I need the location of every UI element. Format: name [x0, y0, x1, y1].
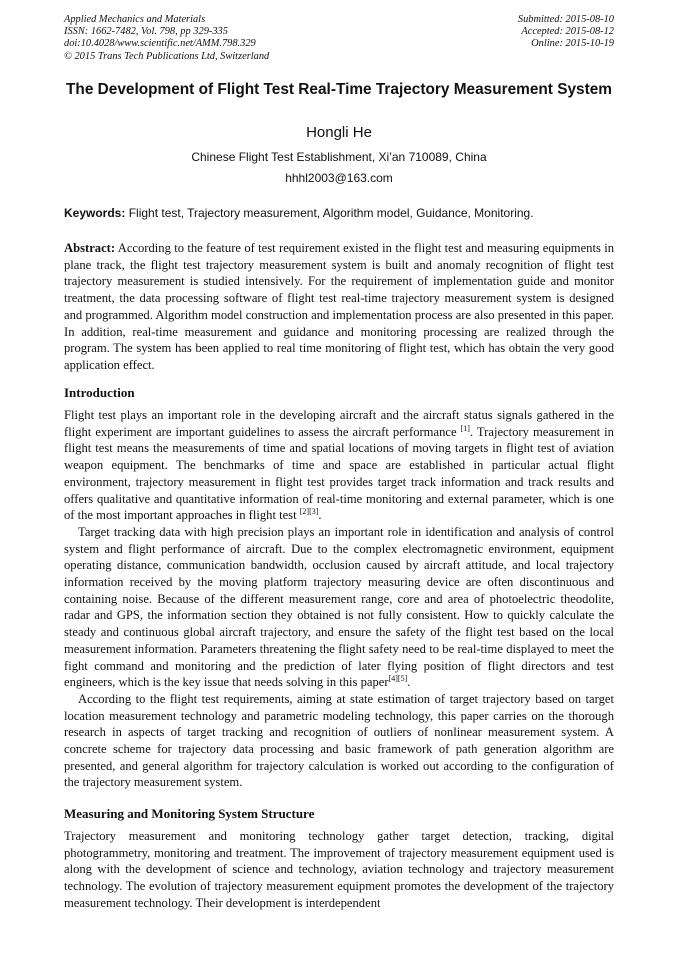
- author-name: Hongli He: [306, 124, 372, 141]
- intro-paragraph-2: Target tracking data with high precision plays an important role in identification and analysis of control system and flight performance of aircraft. Due to the complex electromagnetic environment, equipment operating distance, communication bandwidth, occlusion caused by aircraft attitude, and local trajectory information received by the moving platform trajectory measuring device are often discontinuous and containing noise. Because of the different measurement range, core and area of photoelectric theodolite, radar and GPS, the information section they obtained is not fully consistent. How to quickly calculate the steady and continuous global aircraft trajectory, and ensure the safety of the flight test based on the local measurement information. Parameters threatening the flight safety need to be real-time displayed to meet the fight command and monitoring and the prediction of later flying position of flight directors and test engineers, which is the key issue that needs solving in this paper[4][5].: [64, 524, 614, 690]
- introduction-heading: Introduction: [64, 385, 135, 400]
- keywords: [64, 206, 614, 220]
- intro-paragraph-3: According to the flight test requirements, aiming at state estimation of target trajectory based on target location measurement technology and parametric modeling technology, this paper carries on the thorough research in aspects of target tracking and recognition of outliers of nonlinear measurement system. A concrete scheme for trajectory data processing and basic framework of path generation algorithm are presented, and general algorithm for trajectory calculation is worked out according to the configuration of the trajectory measurement system.: [64, 691, 614, 790]
- paper-title: The Development of Flight Test Real-Time Trajectory Measurement System: [66, 81, 612, 98]
- keywords-text: Flight test, Trajectory measurement, Algorithm model, Guidance, Monitoring.: [128, 206, 534, 220]
- journal-name: Applied Mechanics and Materials: [64, 14, 206, 25]
- citation: [2][3]: [299, 507, 319, 517]
- introduction-body: [64, 407, 614, 791]
- online-date: Online: 2015-10-19: [531, 38, 614, 50]
- author-affiliation: Chinese Flight Test Establishment, Xi’an 710089, China: [191, 150, 487, 164]
- journal-header: [64, 14, 269, 63]
- journal-copyright: © 2015 Trans Tech Publications Ltd, Switzerland: [64, 50, 270, 62]
- citation: [4][5]: [388, 674, 408, 684]
- journal-doi: doi:10.4028/www.scientific.net/AMM.798.329: [64, 38, 256, 50]
- abstract-label: Abstract:: [64, 241, 116, 255]
- measuring-section-heading: Measuring and Monitoring System Structure: [64, 806, 315, 821]
- citation: [1]: [460, 423, 470, 433]
- intro-paragraph-1: Flight test plays an important role in the developing aircraft and the aircraft status signals gathered in the flight experiment are important guidelines to assess the aircraft performance [1]. Trajectory measurement in flight test means the measurements of time and spatial locations of moving targets in flight test of aviation weapon equipment. The benchmarks of time and space are established in particular actual flight environment, trajectory measurement in flight test provides target track information and track results and offers qualitative and quantitative information of real-time monitoring and external parameter, which is one of the most important approaches in flight test [2][3].: [64, 408, 614, 523]
- measuring-paragraph-1: Trajectory measurement and monitoring technology gather target detection, tracking, digital photogrammetry, monitoring and treatment. The improvement of trajectory measurement equipment used is along with the development of science and technology, aviation technology and trajectory measurement technology. The evolution of trajectory measurement equipment promotes the development of the trajectory measurement technology. Their development is interdependent: [64, 829, 614, 910]
- author-email: hhhl2003@163.com: [285, 171, 393, 185]
- submitted-date: Submitted: 2015-08-10: [517, 14, 614, 25]
- journal-issn: ISSN: 1662-7482, Vol. 798, pp 329-335: [64, 26, 228, 38]
- abstract-text: According to the feature of test requirement existed in the flight test and measuring equipments in plane track, the flight test trajectory measurement system is built and anomaly recognition of flight test trajectory measurement is studied intensively. For the requirement of implementation guide and monitor treatment, the data processing software of flight test real-time trajectory measurement system is designed and programmed. Algorithm model construction and implementation process are also presented in this paper. In addition, real-time measurement and guidance and monitoring processing are realized through the program. The system has been applied to real time monitoring of flight test, which has obtain the very good application effect.: [64, 241, 614, 372]
- keywords-label: Keywords:: [64, 206, 126, 220]
- accepted-date: Accepted: 2015-08-12: [521, 26, 614, 38]
- measuring-section-body: [64, 828, 614, 912]
- submission-dates: [518, 14, 614, 51]
- abstract: [64, 240, 614, 374]
